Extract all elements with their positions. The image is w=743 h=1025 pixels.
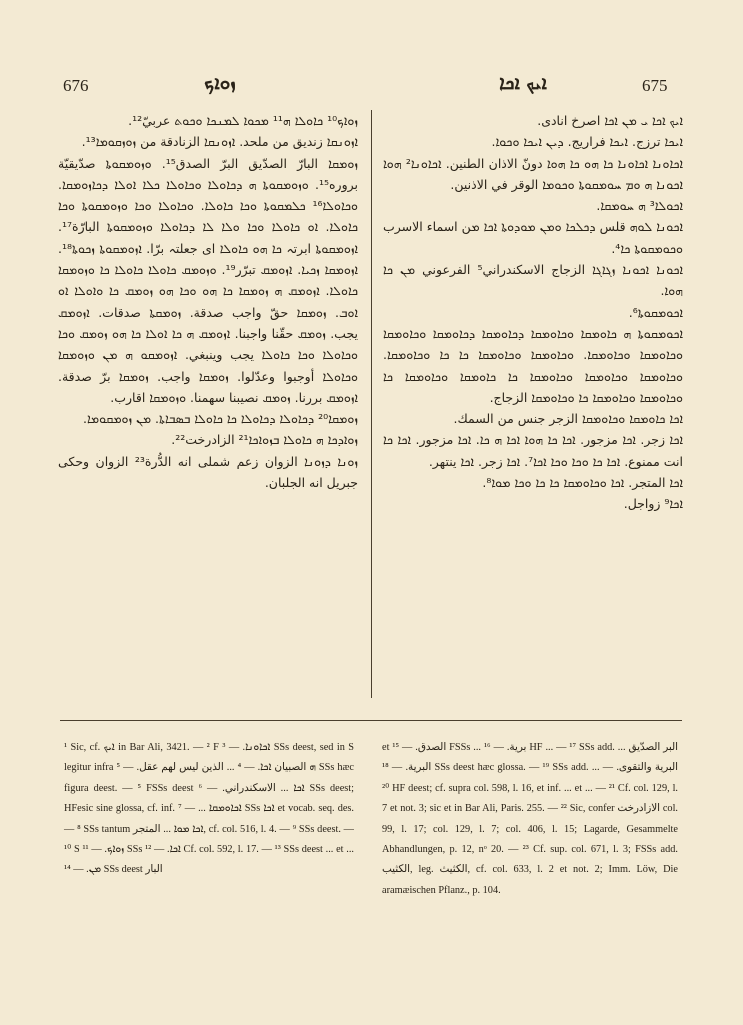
entry: ܙܘܢܐ ܕܙܘܢܐ الزوان زعم شملى انه الدُّرة²³ الزوان وحكى جبريل انه الجلبان.	[58, 453, 358, 491]
footnotes-right: et الصدق. — ¹⁵ FSSs ... برية. — ¹⁶ HF ... — ¹⁷ SSs add. ... البر الصدّيق البرية. — ¹⁸ SSs deest hæc glossa. — ¹⁹ SSs add. ... البرية والتقوى. — ²⁰ HF deest; cf. supra col. 598, l. 16, et inf. ... et ... — ²¹ Cf. col. 129, l. 7 et not. 3; sic et in Bar Ali, Paris. 255. — ²² Sic, confer الازادرخت col. 99, l. 17; col. 129, l. 7; col. 406, l. 15; Lagarde, Gesammelte Abhandlungen, p. 12, nᵒ 20. — ²³ Cf. sup. col. 671, l. 3; FSSs add. الكثيب, leg. الكثيث, cf. col. 633, l. 2 et not. 2; Imm. Löw, Die aramæischen Pflanz., p. 104.	[382, 742, 679, 896]
entry: ܐܟܘܡܩܘܬܐ ܗ ܟܐܘܡܩܐ ܘܟܐܘܡܩܐ ܕܟܐܘܡܩܐ ܕܟܐܘܡܩܐ ܘܟܐܘܡܩܐ ܘܟܐܘܡܩܐ ܘܟܐܘܡܩܐ. ܘܟܐܘܡܩܐ ܘܟܐܘܡܩܐ ܟܐ ܟܐ ܘܟܐܘܡܩܐ. ܘܟܐܘܡܩܐ ܘܟܐܘܡܩܐ ܘܟܐܘܡܩܐ ܟܐ ܟܐܘܡܩܐ ܘܟܐܘܡܩܐ ܟܐ ܘܟܐܘܡܩܐ ܘܟܐܘܡܩܐ ܟܐ ܘܟܐܘܡܩܐ الزجاج.	[383, 325, 683, 405]
entry: ܐܟܘܡܩܘܬܐ⁶.	[628, 304, 683, 320]
left-column	[58, 110, 358, 493]
right-page-number: 675	[642, 76, 668, 95]
column-divider	[371, 110, 372, 698]
entry: ܙܘܐܕܟܐ ܗ ܟܐܘܠܐ ܒܙܘܐܟܐ²¹ الزادرخت²².	[171, 432, 358, 448]
footnote-rule	[60, 720, 682, 721]
entry: ܐܟܐ المتجر. ܐܟܐ ܘܟܐܘܡܩܐ ܟܐ ܟܐ ܘܟܐ ܡܘܐ⁸.	[482, 475, 683, 491]
entry: ܐܟܐ⁹ زواجل.	[623, 496, 683, 512]
entry: ܐܟܐ ܟܐܘܡܩܐ ܘܟܐܘܡܩܐ الزجر جنس من السمك.	[453, 411, 683, 427]
right-column	[383, 110, 683, 515]
entry: ܐܝܟ ܐܟܐ ܝ ܡܢ ܐܟܐ اصرخ انادى.	[537, 113, 683, 128]
entry: ܐܟܘܢܐ ܠܘܗ قلس ܕܟܠܟܐ ܘܡܢ ܡܘܕܘܬܐ ܐܟܐ ܡن اسماء الاسرب ܘܟܘܡܩܘܬܐ ܟܐ⁴.	[383, 219, 683, 256]
left-running-head: ܙܘܐܟ	[204, 72, 236, 94]
entry: ܙܘܡܩܐ²⁰ ܕܟܐܘܠܐ ܕܟܐܘܠܐ ܟܐ ܟܐܘܠܐ ܒܣܒܐܬܐ. ܡܢ ܙܘܡܩܘܡܐ.	[83, 411, 358, 427]
entry: ܐܝܟܐ ترزج. ܐܝܟܐ فراريج. ܕܝܢ ܐܝܟܐ ܘܟܘܐ.	[491, 134, 683, 150]
entry: ܙܘܡܩܐ البارّ الصدّيق البرّ الصدق¹⁵. ܘܙܘܡܩܘܬܐ صدّيقيّة بروره¹⁵. ܘܙܘܡܩܘܬܐ ܗ ܕܟܐܘܠܐ ܘܟܐܘܠܐ ܟܠܐ ܐܘܠܐ ܕܟܐܙܘܡܩܐ. ܘܟܐܘܠܐ¹⁶ ܟܠܡܩܘܬܐ ܘܟܐ ܟܐܘܠܐ. ܘܟܐܘܠܐ ܘܟܐ ܘܙܘܡܩܘܬܐ ܘܟܐ ܟܐܘܠܐ. ܐܘ ܟܐܘܠܐ ܘܟܐ ܘܠܐ ܠܐ ܕܟܐܘܠܐ ܘܙܘܡܩܘܬܐ البارّة¹⁷. ܐܙܘܡܩܘܬܐ ابرتہ ܟܐ ܗܘ ܟܐܘܠܐ ای جعلتہ برّا. ܐܙܘܡܩܘܬܐ ܙܟܘܬܐ¹⁸. ܐܙܘܡܩܐ ܙܟܝܐ. ܐܙܘܡܩ تبرّر¹⁹. ܘܙܘܡܩ ܟܐܘܠܐ ܟܐܘܠܐ ܟܐ ܘܙܘܡܩܐ ܟܐܘܠܐ. ܐܙܘܡܩ ܗ ܙܘܡܩܐ ܟܐ ܗܘ ܘܟܐ ܗܘ ܙܘܡܩ ܟܐ ܘܐܘܠܐ ܐܘ ܐܘܒ. ܙܘܡܩܐ حقّ واجب صدقة. ܙܘܡܩܬܐ صدقات. ܐܙܘܡܩ يجب. ܙܘܡܩ حقّنا واجبنا. ܐܙܘܡܩ ܗ ܟܐ ܐܘܠܐ ܟܐ ܗܘ ܙܘܡܩ ܘܟܐ ܘܟܐܘܠܐ ܘܟܐ ܟܐܘܠܐ يجب وينبغي. ܐܙܘܡܩܘ ܗ ܡܢ ܘܙܘܡܩܐ ܘܟܐܘܠܐ أوجبوا وعدّلوا. ܙܘܡܩܐ واجب. ܙܘܡܩܐ برّ صدقة. ܐܙܘܡܩ بررنا. ܙܘܡܩ نصيبنا سهمنا. ܘܙܘܡܩܐ اقارب.	[58, 155, 358, 405]
entry: ܙܘܐܟ¹⁰ ܟܐܘܠܐ ܗ¹¹ ܡܟܘܐ ܠܡܢܟܐ ܘܟܘܬ عربيّ¹².	[128, 113, 358, 128]
footnotes-left: ¹ Sic, cf. ܐܝܟ in Bar Ali, 3421. — ² F ܐܟܐܘܢܐ. — ³ SSs deest, sed in S legitur infra ܗ الصبيان ܐܟܐ. — ⁴ ... الذين ليس لهم عقل. — ⁵ SSs hæc figura deest. — ⁵ FSSs deest ܐܟܐ ... الاسكندراني. — ⁶ SSs deest; HFesic sine glossa, cf. inf. ܐܟܐܘܡܩܐ ... — ⁷ SSs ܐܟܐ et vocab. seq. des. — ⁸ SSs tantum ܐܟܐ ܡܘܐ ... المتجر, cf. col. 516, l. 4. — ⁹ SSs deest. — ¹⁰ S ܙܘܐܟ. — ¹¹ SSs ܐܟܐ. — ¹² Cf. col. 592, l. 17. — ¹³ SSs deest ... et ... ܡܢ. — ¹⁴ SSs deest البار	[64, 742, 355, 876]
entry: ܐܙܘܢܩܐ زنديق من ملحد. ܐܙܘܢܩܐ الزنادقة من ܙܘܙܩܘܡܐ¹³.	[81, 134, 358, 150]
entry: ܐܟܘܠܐ³ ܗ ܚܘܡܩܐ.	[596, 198, 683, 214]
entry: ܐܟܘܢܐ ܐܟܘܢܐ ܙܓܐܓܐ الزجاج الاسكندراني⁵ الفرعوني ܡܢ ܟܐ ܗܘܐ.	[383, 262, 683, 299]
entry: ܐܟܐܘܢܐ ܐܟܐܘܢܐ ܟܐ ܗܘ ܟܐ ܗܘܐ دونّ الاذان الطنين. ܐܟܐܘܢܐ² ܗܘܐ ܐܟܘܢܐ ܗ ܘܡ ܚܘܡܩܘܬܐ ܘܟܘܡܐ الوقر في الاذنين.	[383, 155, 684, 192]
left-page-number: 676	[63, 76, 89, 95]
right-running-head: ܐܝܟ ܐܟܐ	[499, 72, 547, 94]
entry: ܐܟܐ زجر. ܐܟܐ مزجور. ܐܟܐ ܟܐ ܗܘܐ ܐܟܐ ܗ ܟܐ. ܐܟܐ مزجور. ܐܟܐ ܟܐ انت ممنوع. ܐܟܐ ܟܐ ܘܟܐ ܘܟܐ ܐܟܐ⁷. ܐܟܐ زجر. ܐܟܐ ينتهر.	[383, 432, 683, 469]
